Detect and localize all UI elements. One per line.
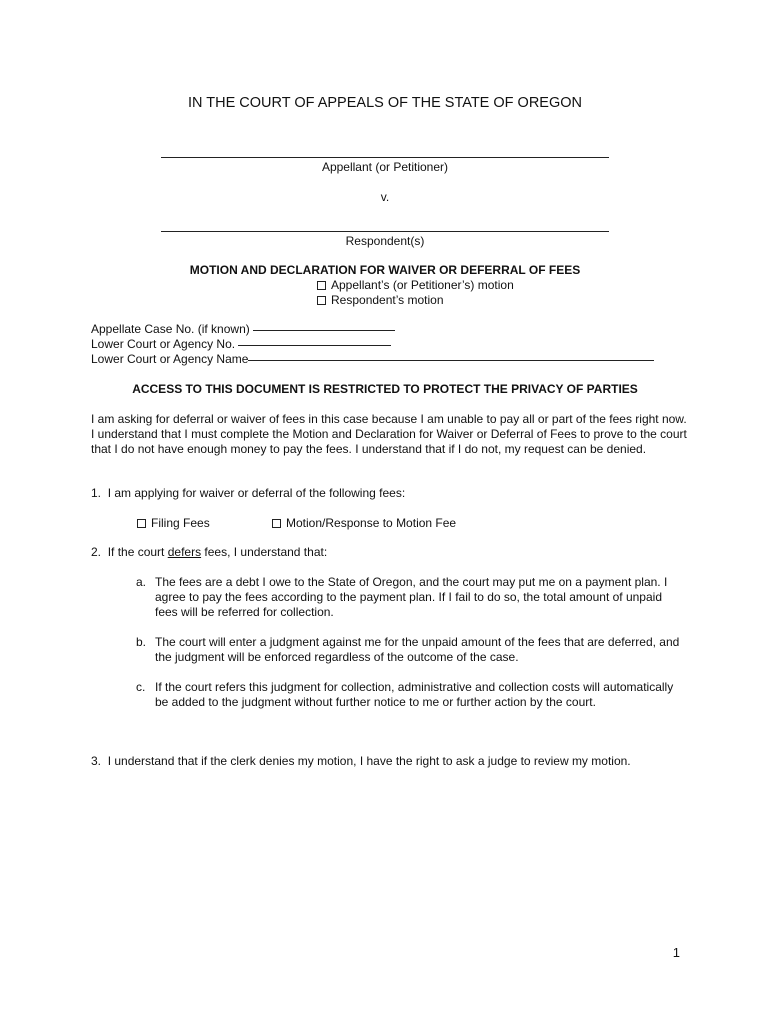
court-title: IN THE COURT OF APPEALS OF THE STATE OF OREGON (188, 95, 582, 111)
item-2a-marker: a. (136, 575, 147, 589)
item-2b (136, 635, 685, 665)
motion-fee-checkbox[interactable] (272, 519, 281, 528)
item-2a (136, 575, 685, 620)
appellant-signature-line (161, 157, 609, 158)
item-2-number: 2. (91, 545, 102, 559)
item-3-text: I understand that if the clerk denies my motion, I have the right to ask a judge to review my motion. (107, 754, 631, 768)
lower-court-no-label: Lower Court or Agency No. (91, 337, 236, 351)
item-2-text-after: fees, I understand that: (201, 545, 328, 559)
appellant-label: Appellant (or Petitioner) (321, 160, 449, 174)
respondent-motion-label: Respondent’s motion (331, 293, 444, 307)
motion-fee-label: Motion/Response to Motion Fee (286, 516, 457, 530)
appellate-case-no-field (91, 322, 395, 337)
filing-fees-label: Filing Fees (151, 516, 210, 530)
lower-court-no-input[interactable] (238, 345, 391, 346)
lower-court-name-label: Lower Court or Agency Name (91, 352, 249, 366)
item-2-text-underlined: defers (167, 545, 202, 559)
item-2-text-before: If the court (107, 545, 168, 559)
appellate-case-no-label: Appellate Case No. (if known) (91, 322, 250, 336)
item-2a-text: The fees are a debt I owe to the State of Oregon, and the court may put me on a payment plan. I agree to pay the fees according to the payment plan. If I fail to do so, the total amount of unpaid fees will be referred for collection. (155, 575, 668, 619)
respondent-motion-checkbox[interactable] (317, 296, 326, 305)
lower-court-no-field (91, 337, 391, 352)
appellant-motion-option[interactable] (317, 278, 514, 293)
respondent-signature-line (161, 231, 609, 232)
item-1 (91, 486, 691, 501)
motion-fee-option[interactable] (272, 516, 456, 531)
filing-fees-option[interactable] (137, 516, 210, 531)
respondent-label: Respondent(s) (345, 234, 425, 248)
item-3-number: 3. (91, 754, 102, 768)
intro-paragraph: I am asking for deferral or waiver of fees in this case because I am unable to pay all or part of the fees right now. I understand that I must complete the Motion and Declaration for Waiver or Deferral of Fees to prove to the court that I do not have enough money to pay the fees. I understand that if I do not, my request can be denied. (91, 412, 687, 456)
item-2 (91, 545, 691, 560)
page-number: 1 (672, 945, 680, 960)
lower-court-name-field (91, 352, 654, 367)
filing-fees-checkbox[interactable] (137, 519, 146, 528)
appellant-motion-label: Appellant’s (or Petitioner’s) motion (331, 278, 514, 292)
respondent-motion-option[interactable] (317, 293, 444, 308)
item-2c (136, 680, 685, 710)
item-3 (91, 754, 711, 769)
appellate-case-no-input[interactable] (253, 330, 395, 331)
appellant-motion-checkbox[interactable] (317, 281, 326, 290)
item-1-text: I am applying for waiver or deferral of the following fees: (107, 486, 406, 500)
motion-title: MOTION AND DECLARATION FOR WAIVER OR DEFERRAL OF FEES (189, 263, 581, 277)
item-2b-marker: b. (136, 635, 147, 649)
access-notice: ACCESS TO THIS DOCUMENT IS RESTRICTED TO PROTECT THE PRIVACY OF PARTIES (132, 382, 638, 396)
item-2b-text: The court will enter a judgment against me for the unpaid amount of the fees that are deferred, and the judgment will be enforced regardless of the outcome of the case. (155, 635, 680, 664)
item-2c-text: If the court refers this judgment for collection, administrative and collection costs will automatically be added to the judgment without further notice to me or further action by the court. (155, 680, 674, 709)
item-1-number: 1. (91, 486, 102, 500)
item-2c-marker: c. (136, 680, 146, 694)
lower-court-name-input[interactable] (248, 360, 654, 361)
versus-label: v. (380, 190, 390, 204)
